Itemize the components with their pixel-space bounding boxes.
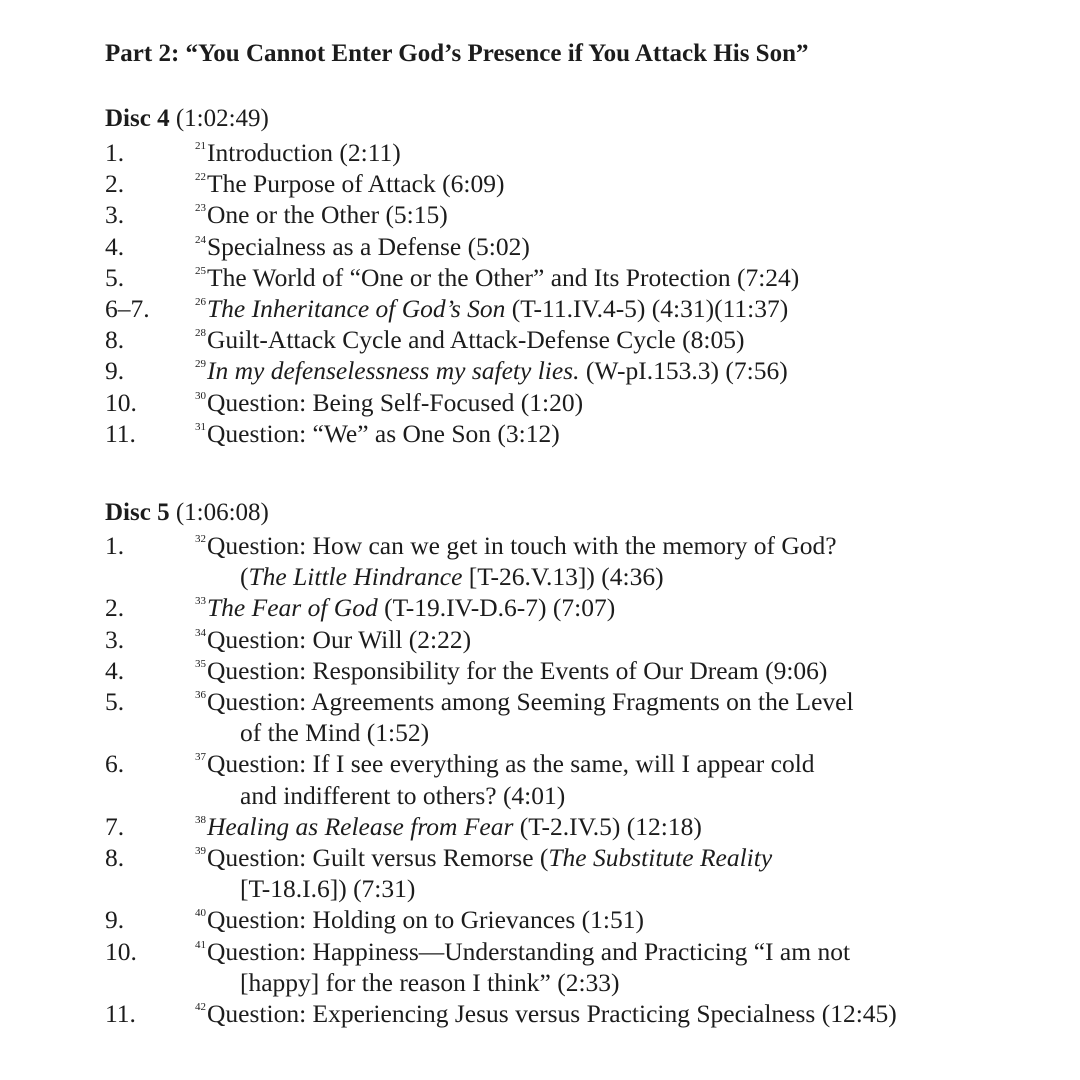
track-title: (T-2.IV.5) (12:18) (513, 811, 702, 841)
track-continuation: and indifferent to others? (4:01) (240, 780, 566, 810)
track-title: The World of “One or the Other” and Its Protection (7:24) (207, 262, 800, 292)
disc-5-label: Disc 5 (105, 499, 170, 526)
part-title: Part 2: “You Cannot Enter God’s Presence if You Attack His Son” (105, 40, 809, 67)
track-number: 9. (105, 356, 125, 386)
track-marker: 41 (195, 938, 206, 951)
track-marker: 24 (195, 233, 206, 246)
track-title-italic: In my defenselessness my safety lies. (207, 356, 580, 386)
track-title-italic: The Substitute Reality (548, 842, 773, 872)
track-item (0, 904, 1080, 935)
track-number: 11. (105, 998, 136, 1028)
disc-4-heading (105, 105, 269, 133)
track-marker: 30 (195, 389, 206, 402)
track-title-italic: The Fear of God (207, 593, 378, 623)
disc-4-duration: (1:02:49) (175, 105, 269, 132)
track-marker: 23 (195, 202, 206, 215)
track-number: 4. (105, 231, 125, 261)
track-title: Specialness as a Defense (5:02) (207, 231, 530, 261)
track-title-italic: Healing as Release from Fear (207, 811, 514, 841)
track-item (0, 936, 1080, 998)
track-number: 10. (105, 387, 137, 417)
track-marker: 38 (195, 813, 206, 826)
disc-5-heading (105, 499, 269, 527)
track-item (0, 199, 1080, 230)
track-number: 8. (105, 325, 125, 355)
track-number: 10. (105, 936, 137, 966)
disc-4-track-list (0, 137, 1080, 449)
track-marker: 33 (195, 595, 206, 608)
track-item (0, 748, 1080, 810)
track-number: 2. (105, 169, 125, 199)
track-title: Question: Guilt versus Remorse ( (207, 842, 549, 872)
track-title-italic: The Inheritance of God’s Son (207, 293, 506, 323)
track-marker: 37 (195, 751, 206, 764)
track-item (0, 592, 1080, 623)
track-number: 2. (105, 593, 125, 623)
track-marker: 29 (195, 358, 206, 371)
track-continuation-italic: The Little Hindrance (248, 562, 463, 592)
track-number: 7. (105, 811, 125, 841)
track-continuation: [happy] for the reason I think” (2:33) (240, 967, 620, 997)
disc-5-duration: (1:06:08) (175, 499, 269, 526)
track-marker: 36 (195, 688, 206, 701)
track-item (0, 231, 1080, 262)
disc-5-track-list (0, 530, 1080, 1029)
track-title: Question: How can we get in touch with the memory of God? (207, 531, 837, 560)
track-number: 11. (105, 418, 136, 448)
track-title: Question: If I see everything as the same, will I appear cold (207, 749, 815, 779)
track-number: 8. (105, 842, 125, 872)
track-title: Introduction (2:11) (207, 138, 401, 167)
track-marker: 42 (195, 1000, 206, 1013)
track-item (0, 998, 1080, 1029)
track-marker: 26 (195, 295, 206, 308)
track-item (0, 530, 1080, 592)
track-number: 5. (105, 262, 125, 292)
track-title: Question: “We” as One Son (3:12) (207, 418, 560, 448)
track-title: Guilt-Attack Cycle and Attack-Defense Cycle (8:05) (207, 325, 745, 355)
track-item (0, 811, 1080, 842)
track-title: Question: Agreements among Seeming Fragments on the Level (207, 686, 854, 716)
track-number: 3. (105, 624, 125, 654)
track-number: 5. (105, 686, 125, 716)
track-item (0, 686, 1080, 748)
track-title: Question: Holding on to Grievances (1:51) (207, 905, 644, 935)
track-item (0, 655, 1080, 686)
track-item (0, 624, 1080, 655)
track-number: 9. (105, 905, 125, 935)
track-continuation-text: ( (240, 562, 249, 592)
track-marker: 32 (195, 533, 206, 545)
track-number: 1. (105, 138, 125, 167)
track-item (0, 168, 1080, 199)
track-marker: 22 (195, 171, 206, 184)
track-item (0, 262, 1080, 293)
track-title: The Purpose of Attack (6:09) (207, 169, 505, 199)
track-item (0, 842, 1080, 904)
track-number: 4. (105, 655, 125, 685)
track-title: (W-pI.153.3) (7:56) (579, 356, 788, 386)
track-marker: 25 (195, 264, 206, 277)
track-marker: 39 (195, 844, 206, 857)
track-number: 6. (105, 749, 125, 779)
track-continuation: [T-18.I.6]) (7:31) (240, 874, 416, 904)
track-marker: 40 (195, 907, 206, 920)
track-marker: 28 (195, 327, 206, 340)
track-marker: 21 (195, 140, 206, 152)
track-title: (T-11.IV.4-5) (4:31)(11:37) (505, 293, 789, 323)
track-item (0, 418, 1080, 449)
disc-4-label: Disc 4 (105, 105, 170, 132)
track-number: 6–7. (105, 293, 150, 323)
track-number: 1. (105, 531, 125, 560)
track-continuation-text: [T-26.V.13]) (4:36) (462, 562, 664, 592)
track-item (0, 293, 1080, 324)
track-title: Question: Being Self-Focused (1:20) (207, 387, 584, 417)
track-item (0, 355, 1080, 386)
track-title: Question: Our Will (2:22) (207, 624, 472, 654)
track-continuation (240, 561, 664, 592)
track-title: (T-19.IV-D.6-7) (7:07) (377, 593, 616, 623)
track-item (0, 324, 1080, 355)
track-marker: 35 (195, 657, 206, 670)
track-number: 3. (105, 200, 125, 230)
track-marker: 34 (195, 626, 206, 639)
track-title: Question: Happiness—Understanding and Practicing “I am not (207, 936, 851, 966)
track-marker: 31 (195, 420, 206, 433)
track-continuation: of the Mind (1:52) (240, 718, 430, 748)
track-title: Question: Experiencing Jesus versus Practicing Specialness (12:45) (207, 998, 897, 1028)
track-item (0, 137, 1080, 168)
track-title: One or the Other (5:15) (207, 200, 448, 230)
track-title: Question: Responsibility for the Events of Our Dream (9:06) (207, 655, 828, 685)
track-item (0, 387, 1080, 418)
